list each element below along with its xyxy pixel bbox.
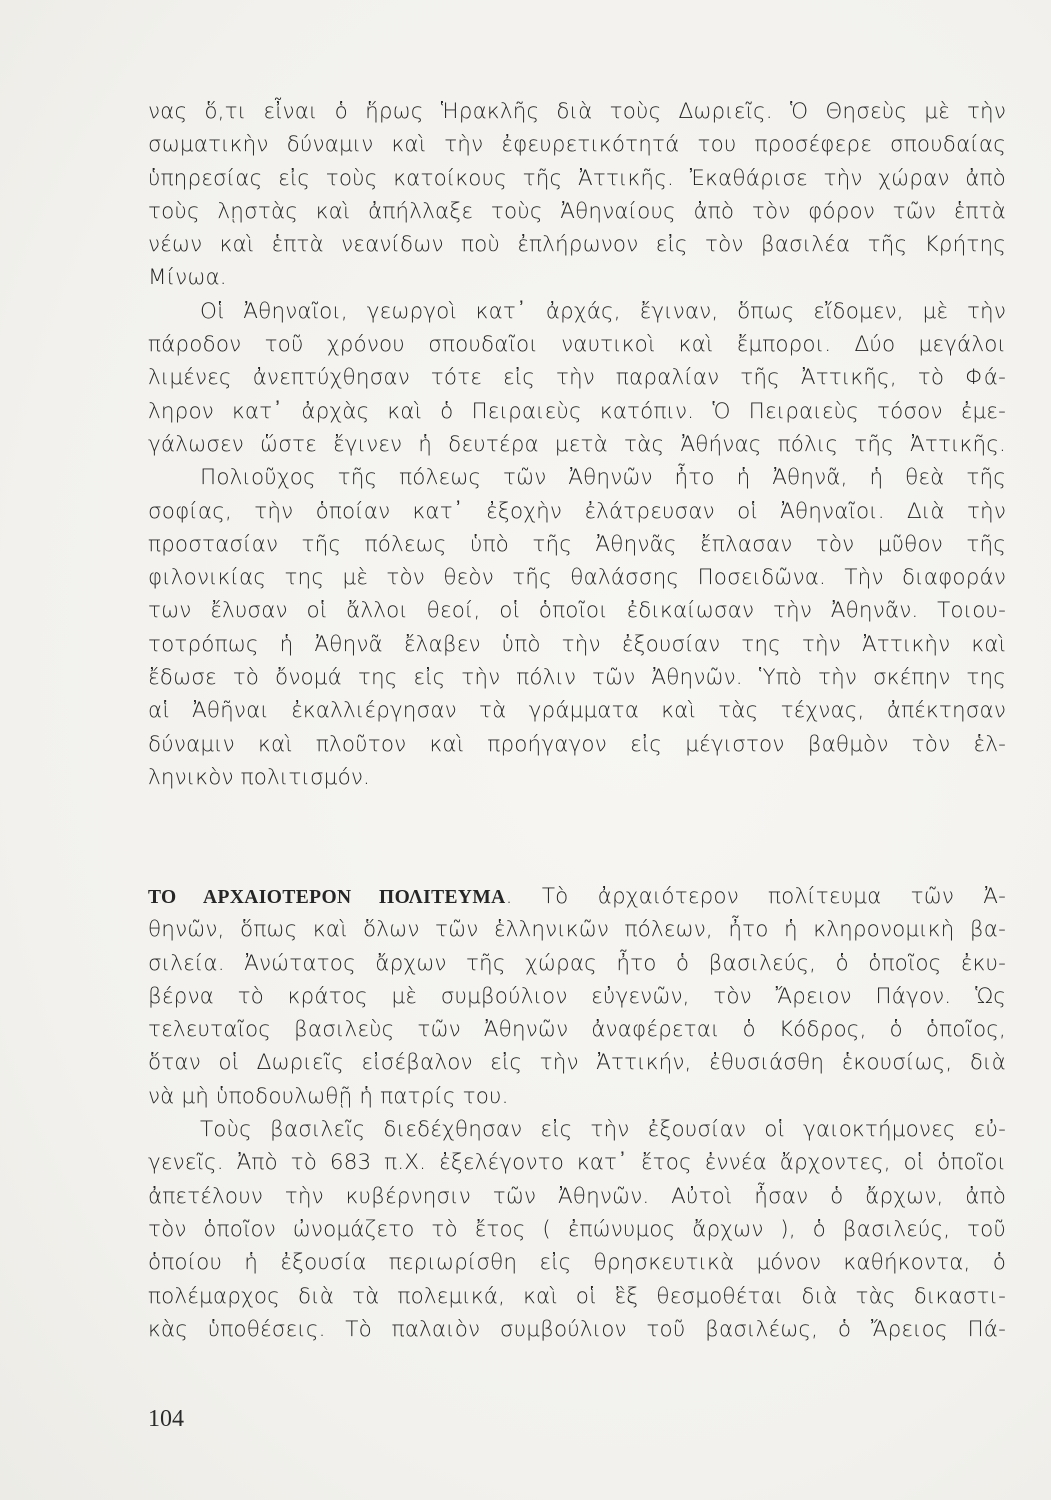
text-line: σοφίας, τὴν ὁποίαν κατ᾽ ἐξοχὴν ἐλάτρευσαν οἱ Ἀθηναῖοι. Διὰ τὴν: [148, 498, 1006, 524]
text-line: ὑπηρεσίας εἰς τοὺς κατοίκους τῆς Ἀττικῆς. Ἐκαθάρισε τὴν χώραν ἀπὸ: [148, 165, 1006, 191]
text-line: δύναμιν καὶ πλοῦτον καὶ προήγαγον εἰς μέγιστον βαθμὸν τὸν ἑλ-: [148, 731, 1006, 757]
text-line: τοὺς λῃστὰς καὶ ἀπήλλαξε τοὺς Ἀθηναίους ἀπὸ τὸν φόρον τῶν ἑπτὰ: [148, 198, 1006, 224]
text-line-paragraph-start: Τοὺς βασιλεῖς διεδέχθησαν εἰς τὴν ἐξουσίαν οἱ γαιοκτήμονες εὐ-: [200, 1117, 1006, 1143]
text-block-upper: [148, 95, 1006, 794]
text-line: ὁποίου ἡ ἐξουσία περιωρίσθη εἰς θρησκευτικὰ μόνον καθήκοντα, ὁ: [148, 1250, 1006, 1276]
text-line: πάροδον τοῦ χρόνου σπουδαῖοι ναυτικοὶ καὶ ἔμποροι. Δύο μεγάλοι: [148, 332, 1006, 358]
text-line: προστασίαν τῆς πόλεως ὑπὸ τῆς Ἀθηνᾶς ἔπλασαν τὸν μῦθον τῆς: [148, 531, 1006, 557]
text-line: κὰς ὑποθέσεις. Τὸ παλαιὸν συμβούλιον τοῦ βασιλέως, ὁ Ἄρειος Πά-: [148, 1316, 1006, 1342]
text-line: ἀπετέλουν τὴν κυβέρνησιν τῶν Ἀθηνῶν. Αὐτοὶ ἦσαν ὁ ἄρχων, ἀπὸ: [148, 1183, 1006, 1209]
text-line: σιλεία. Ἀνώτατος ἄρχων τῆς χώρας ἦτο ὁ βασιλεύς, ὁ ὁποῖος ἐκυ-: [148, 950, 1006, 976]
text-line: τοτρόπως ἡ Ἀθηνᾶ ἔλαβεν ὑπὸ τὴν ἐξουσίαν της τὴν Ἀττικὴν καὶ: [148, 631, 1006, 657]
text-line: γενεῖς. Ἀπὸ τὸ 683 π.Χ. ἐξελέγοντο κατ᾽ ἔτος ἐννέα ἄρχοντες, οἱ ὁποῖοι: [148, 1150, 1006, 1176]
text-line: γάλωσεν ὥστε ἔγινεν ἡ δευτέρα μετὰ τὰς Ἀθήνας πόλις τῆς Ἀττικῆς.: [148, 431, 1006, 457]
text-block-lower: [148, 880, 1006, 1346]
text-line: τὸν ὁποῖον ὠνομάζετο τὸ ἔτος ( ἐπώνυμος ἄρχων ), ὁ βασιλεύς, τοῦ: [148, 1216, 1006, 1242]
section-heading-tail: . Τὸ ἀρχαιότερον πολίτευμα τῶν Ἀ-: [505, 884, 1006, 909]
text-line: σωματικὴν δύναμιν καὶ τὴν ἐφευρετικότητά του προσέφερε σπουδαίας: [148, 132, 1006, 158]
text-line: νέων καὶ ἑπτὰ νεανίδων ποὺ ἐπλήρωνον εἰς τὸν βασιλέα τῆς Κρήτης: [148, 232, 1006, 258]
page-number: 104: [148, 1406, 184, 1432]
section-heading: ΤΟ ΑΡΧΑΙΟΤΕΡΟΝ ΠΟΛΙΤΕΥΜΑ: [148, 887, 506, 908]
text-line: νὰ μὴ ὑποδουλωθῇ ἡ πατρίς του.: [148, 1083, 509, 1109]
text-line: αἱ Ἀθῆναι ἐκαλλιέργησαν τὰ γράμματα καὶ τὰς τέχνας, ἀπέκτησαν: [148, 698, 1006, 724]
section-heading-line: [148, 880, 1006, 913]
text-line: ἔδωσε τὸ ὄνομά της εἰς τὴν πόλιν τῶν Ἀθηνῶν. Ὑπὸ τὴν σκέπην της: [148, 665, 1006, 691]
text-line-paragraph-start: Οἱ Ἀθηναῖοι, γεωργοὶ κατ᾽ ἀρχάς, ἔγιναν, ὅπως εἴδομεν, μὲ τὴν: [200, 298, 1006, 324]
text-line: πολέμαρχος διὰ τὰ πολεμικά, καὶ οἱ ἓξ θεσμοθέται διὰ τὰς δικαστι-: [148, 1283, 1006, 1309]
text-line: βέρνα τὸ κράτος μὲ συμβούλιον εὐγενῶν, τὸν Ἄρειον Πάγον. Ὡς: [148, 983, 1006, 1009]
text-line: ὅταν οἱ Δωριεῖς εἰσέβαλον εἰς τὴν Ἀττικήν, ἐθυσιάσθη ἑκουσίως, διὰ: [148, 1050, 1006, 1076]
text-line: λιμένες ἀνεπτύχθησαν τότε εἰς τὴν παραλίαν τῆς Ἀττικῆς, τὸ Φά-: [148, 365, 1006, 391]
text-line: τελευταῖος βασιλεὺς τῶν Ἀθηνῶν ἀναφέρεται ὁ Κόδρος, ὁ ὁποῖος,: [148, 1017, 1006, 1043]
text-line: θηνῶν, ὅπως καὶ ὅλων τῶν ἑλληνικῶν πόλεων, ἦτο ἡ κληρονομικὴ βα-: [148, 917, 1006, 943]
text-line: νας ὅ,τι εἶναι ὁ ἥρως Ἡρακλῆς διὰ τοὺς Δωριεῖς. Ὁ Θησεὺς μὲ τὴν: [148, 99, 1006, 124]
text-line: φιλονικίας της μὲ τὸν θεὸν τῆς θαλάσσης Ποσειδῶνα. Τὴν διαφοράν: [148, 565, 1006, 591]
text-line-paragraph-start: Πολιοῦχος τῆς πόλεως τῶν Ἀθηνῶν ἦτο ἡ Ἀθηνᾶ, ἡ θεὰ τῆς: [200, 465, 1006, 491]
text-line: των ἔλυσαν οἱ ἄλλοι θεοί, οἱ ὁποῖοι ἐδικαίωσαν τὴν Ἀθηνᾶν. Τοιου-: [148, 598, 1006, 624]
text-line: ληρον κατ᾽ ἀρχὰς καὶ ὁ Πειραιεὺς κατόπιν. Ὁ Πειραιεὺς τόσον ἐμε-: [148, 398, 1006, 424]
text-line: ληνικὸν πολιτισμόν.: [148, 764, 371, 790]
text-line: Μίνωα.: [148, 265, 227, 291]
